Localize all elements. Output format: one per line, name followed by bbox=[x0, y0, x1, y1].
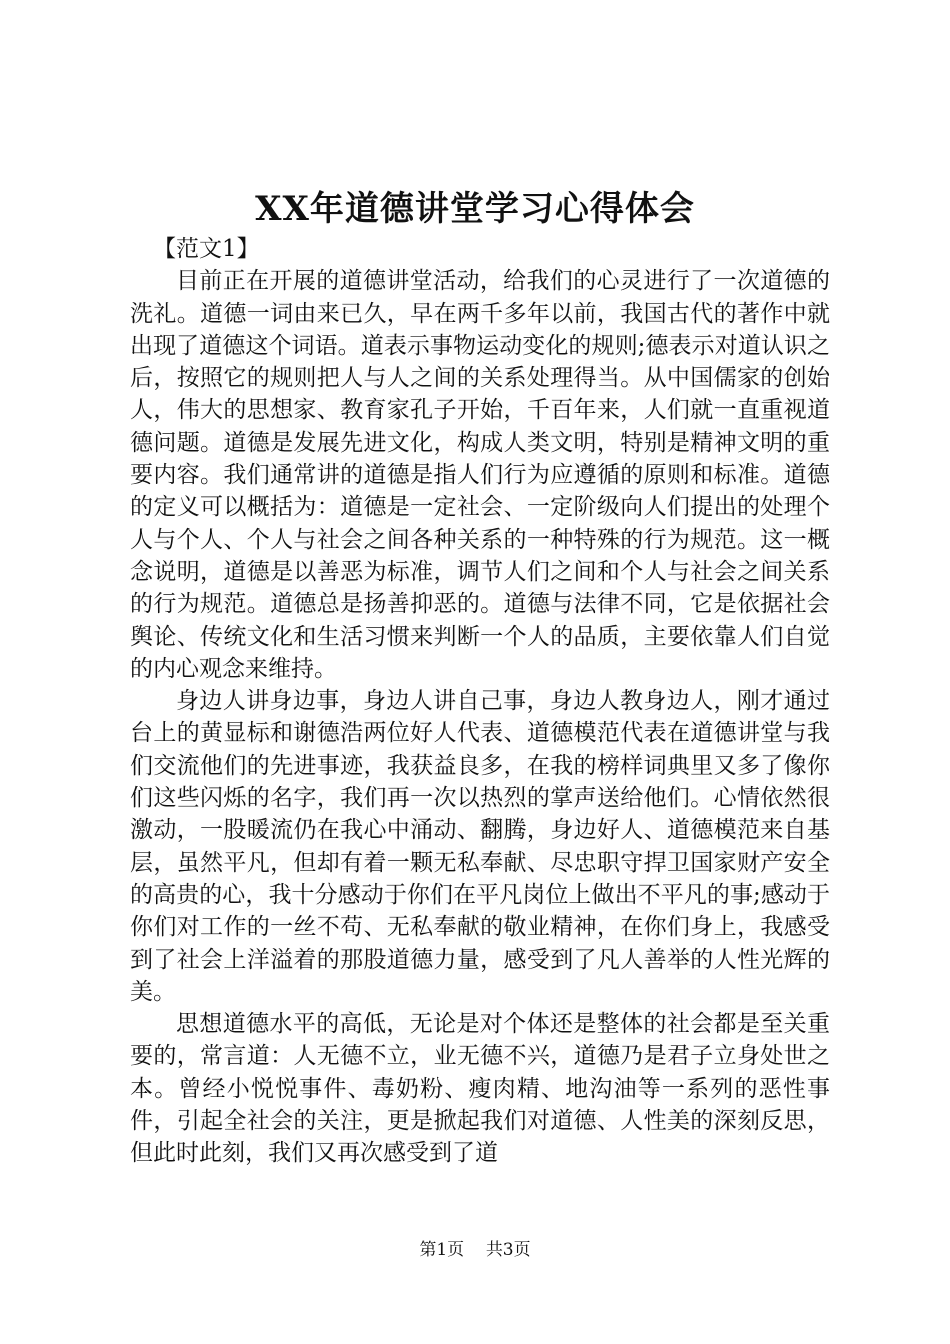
document-body bbox=[130, 233, 830, 1170]
paragraph-3: 思想道德水平的高低，无论是对个体还是整体的社会都是至关重要的，常言道：人无德不立，业无德不兴，道德乃是君子立身处世之本。曾经小悦悦事件、毒奶粉、瘦肉精、地沟油等一系列的恶性事件，引起全社会的关注，更是掀起我们对道德、人性美的深刻反思，但此时此刻，我们又再次感受到了道 bbox=[130, 1011, 830, 1167]
paragraph-2: 身边人讲身边事，身边人讲自己事，身边人教身边人，刚才通过台上的黄显标和谢德浩两位好人代表、道德模范代表在道德讲堂与我们交流他们的先进事迹，我获益良多，在我的榜样词典里又多了像你们这些闪烁的名字，我们再一次以热烈的掌声送给他们。心情依然很激动，一股暖流仍在我心中涌动、翻腾，身边好人、道德模范来自基层，虽然平凡，但却有着一颗无私奉献、尽忠职守捍卫国家财产安全的高贵的心，我十分感动于你们在平凡岗位上做出不平凡的事;感动于你们对工作的一丝不苟、无私奉献的敬业精神，在你们身上，我感受到了社会上洋溢着的那股道德力量，感受到了凡人善举的人性光辉的美。 bbox=[130, 688, 830, 1005]
sample-label: 【范文1】 bbox=[153, 236, 260, 262]
page-number: 第1页 bbox=[419, 1240, 465, 1260]
document-title: XX年道德讲堂学习心得体会 bbox=[255, 189, 695, 229]
footer-gap bbox=[470, 1240, 481, 1260]
paragraph-1: 目前正在开展的道德讲堂活动，给我们的心灵进行了一次道德的洗礼。道德一词由来已久，早在两千多年以前，我国古代的著作中就出现了道德这个词语。道表示事物运动变化的规则;德表示对道认识之后，按照它的规则把人与人之间的关系处理得当。从中国儒家的创始人，伟大的思想家、教育家孔子开始，千百年来，人们就一直重视道德问题。道德是发展先进文化，构成人类文明，特别是精神文明的重要内容。我们通常讲的道德是指人们行为应遵循的原则和标准。道德的定义可以概括为：道德是一定社会、一定阶级向人们提出的处理个人与个人、个人与社会之间各种关系的一种特殊的行为规范。这一概念说明，道德是以善恶为标准，调节人们之间和个人与社会之间关系的行为规范。道德总是扬善抑恶的。道德与法律不同，它是依据社会舆论、传统文化和生活习惯来判断一个人的品质，主要依靠人们自觉的内心观念来维持。 bbox=[130, 268, 830, 682]
page-footer bbox=[0, 1238, 950, 1262]
page-total: 共3页 bbox=[485, 1240, 531, 1260]
